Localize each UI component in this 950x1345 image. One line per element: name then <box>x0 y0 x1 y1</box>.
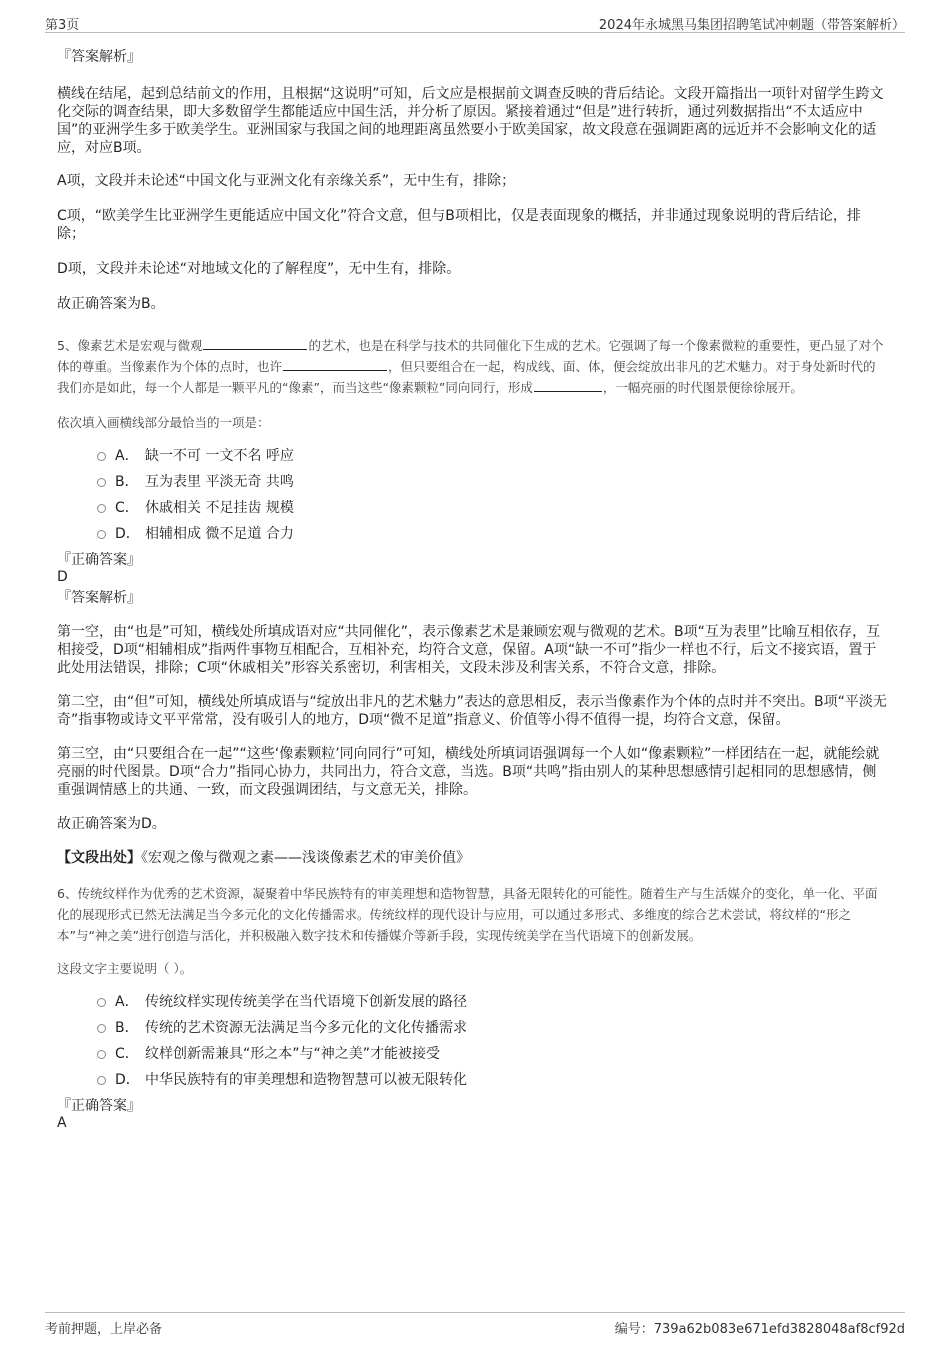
page-footer <box>45 1312 905 1335</box>
option-letter: B． <box>115 1020 139 1036</box>
option-letter: A． <box>115 448 139 464</box>
option-text: 休戚相关 不足挂齿 规模 <box>145 500 294 516</box>
q6-options <box>57 989 887 1093</box>
q5-option-a[interactable] <box>57 443 887 469</box>
option-text: 缺一不可 一文不名 呼应 <box>145 448 294 464</box>
option-letter: D． <box>115 526 140 542</box>
option-letter: C． <box>115 1046 139 1062</box>
option-letter: A． <box>115 994 139 1010</box>
radio-button-icon[interactable] <box>97 530 106 539</box>
q5-option-b[interactable] <box>57 469 887 495</box>
option-letter: D． <box>115 1072 140 1088</box>
q5-option-d[interactable] <box>57 521 887 547</box>
option-text: 相辅相成 微不足道 合力 <box>145 526 294 542</box>
option-text: 纹样创新需兼具“形之本”与“神之美”才能被接受 <box>145 1046 441 1062</box>
q6-option-b[interactable] <box>57 1015 887 1041</box>
q5-answer: D <box>57 569 68 585</box>
q6-prompt: 这段文字主要说明（ ）。 <box>57 961 193 976</box>
blank-3 <box>534 377 602 392</box>
option-letter: C． <box>115 500 139 516</box>
radio-button-icon[interactable] <box>97 478 106 487</box>
source-label: 【文段出处】 <box>57 850 141 866</box>
blank-1 <box>203 335 307 350</box>
q4-analysis-p2: A项，文段并未论述“中国文化与亚洲文化有亲缘关系”，无中生有，排除； <box>57 173 516 189</box>
q5-analysis-p1: 第一空，由“也是”可知，横线处所填成语对应“共同催化”，表示像素艺术是兼顾宏观与微观的艺术。B项“互为表里”比喻互相依存，互相接受，D项“相辅相成”指两件事物互相配合，互相补充，均符合文意，保留。A项“缺一不可”指少一样也不行，后文不接宾语，置于此处用法错误，排除；C项“休戚相关”形容关系密切，利害相关，文段未涉及利害关系，不符合文意，排除。 <box>57 624 881 676</box>
q5-analysis-p2: 第二空，由“但”可知，横线处所填成语与“绽放出非凡的艺术魅力”表达的意思相反，表示当像素作为个体的点时并不突出。B项“平淡无奇”指事物或诗文平平常常，没有吸引人的地方，D项“微不足道”指意义、价值等小得不值得一提，均符合文意，保留。 <box>57 694 887 728</box>
radio-button-icon[interactable] <box>97 504 106 513</box>
q5-conclusion: 故正确答案为D。 <box>57 816 166 832</box>
document-body <box>57 44 887 1132</box>
q6-answer: A <box>57 1115 67 1131</box>
footer-note: 考前押题，上岸必备 <box>45 1322 163 1337</box>
radio-button-icon[interactable] <box>97 452 106 461</box>
q5-stem: 5、像素艺术是宏观与微观 的艺术，也是在科学与技术的共同催化下生成的艺术。它强调了每一个像素微粒的重要性，更凸显了对个体的尊重。当像素作为个体的点时，也许 ，但只要组合在一起，构成线、面、体，便会绽放出非凡的艺术魅力。对于身处新时代的我们亦是如此，每一个人都是一颗平凡的“像素”，而当这些“像素颗粒”同向同行，形成 ，一幅亮丽的时代图景便徐徐展开。 <box>57 335 887 398</box>
q6-option-a[interactable] <box>57 989 887 1015</box>
q4-analysis-p1: 横线在结尾，起到总结前文的作用，且根据“这说明”可知，后文应是根据前文调查反映的背后结论。文段开篇指出一项针对留学生跨文化交际的调查结果，即大多数留学生都能适应中国生活，并分析了原因。紧接着通过“但是”进行转折，通过列数据指出“不太适应中国”的亚洲学生多于欧美学生。亚洲国家与我国之间的地理距离虽然要小于欧美国家，故文段意在强调距离的远近并不会影响文化的适应，对应B项。 <box>57 86 884 156</box>
option-text: 互为表里 平淡无奇 共鸣 <box>145 474 294 490</box>
page-header <box>45 12 905 33</box>
q5-option-c[interactable] <box>57 495 887 521</box>
document-title: 2024年永城黑马集团招聘笔试冲刺题（带答案解析） <box>598 18 905 33</box>
q4-conclusion: 故正确答案为B。 <box>57 296 165 312</box>
q5-source <box>57 849 887 867</box>
q6-answer-label: 『正确答案』 <box>57 1098 141 1114</box>
option-text: 传统纹样实现传统美学在当代语境下创新发展的路径 <box>145 994 467 1010</box>
q6-option-d[interactable] <box>57 1067 887 1093</box>
q5-options <box>57 443 887 547</box>
radio-button-icon[interactable] <box>97 1024 106 1033</box>
option-letter: B． <box>115 474 139 490</box>
q5-answer-label: 『正确答案』 <box>57 552 141 568</box>
q4-analysis-p3: C项，“欧美学生比亚洲学生更能适应中国文化”符合文意，但与B项相比，仅是表面现象的概括，并非通过现象说明的背后结论，排除； <box>57 208 861 242</box>
q5-analysis-label: 『答案解析』 <box>57 590 141 606</box>
q5-analysis-p3: 第三空，由“只要组合在一起”“这些‘像素颗粒’同向同行”可知，横线处所填词语强调每一个人如“像素颗粒”一样团结在一起，就能绘就亮丽的时代图景。D项“合力”指同心协力，共同出力，符合文意，当选。B项“共鸣”指由别人的某种思想感情引起相同的思想感情，侧重强调情感上的共通、一致，而文段强调团结，与文意无关，排除。 <box>57 746 880 798</box>
q4-analysis-p4: D项，文段并未论述“对地域文化的了解程度”，无中生有，排除。 <box>57 261 461 277</box>
page-number: 第3页 <box>45 18 80 33</box>
radio-button-icon[interactable] <box>97 1050 106 1059</box>
q6-option-c[interactable] <box>57 1041 887 1067</box>
blank-2 <box>283 356 387 371</box>
q4-analysis-label: 『答案解析』 <box>57 49 141 65</box>
option-text: 传统的艺术资源无法满足当今多元化的文化传播需求 <box>145 1020 467 1036</box>
radio-button-icon[interactable] <box>97 1076 106 1085</box>
q5-prompt: 依次填入画横线部分最恰当的一项是： <box>57 415 270 430</box>
document-code: 编号：739a62b083e671efd3828048af8cf92d <box>614 1322 905 1337</box>
option-text: 中华民族特有的审美理想和造物智慧可以被无限转化 <box>145 1072 467 1088</box>
source-title: 《宏观之像与微观之素——浅谈像素艺术的审美价值》 <box>141 850 470 866</box>
q6-stem: 6、传统纹样作为优秀的艺术资源，凝聚着中华民族特有的审美理想和造物智慧，具备无限转化的可能性。随着生产与生活媒介的变化，单一化、平面化的展现形式已然无法满足当今多元化的文化传播需求。传统纹样的现代设计与应用，可以通过多形式、多维度的综合艺术尝试，将纹样的“形之本”与“神之美”进行创造与活化，并积极融入数字技术和传播媒介等新手段，实现传统美学在当代语境下的创新发展。 <box>57 886 878 943</box>
radio-button-icon[interactable] <box>97 998 106 1007</box>
